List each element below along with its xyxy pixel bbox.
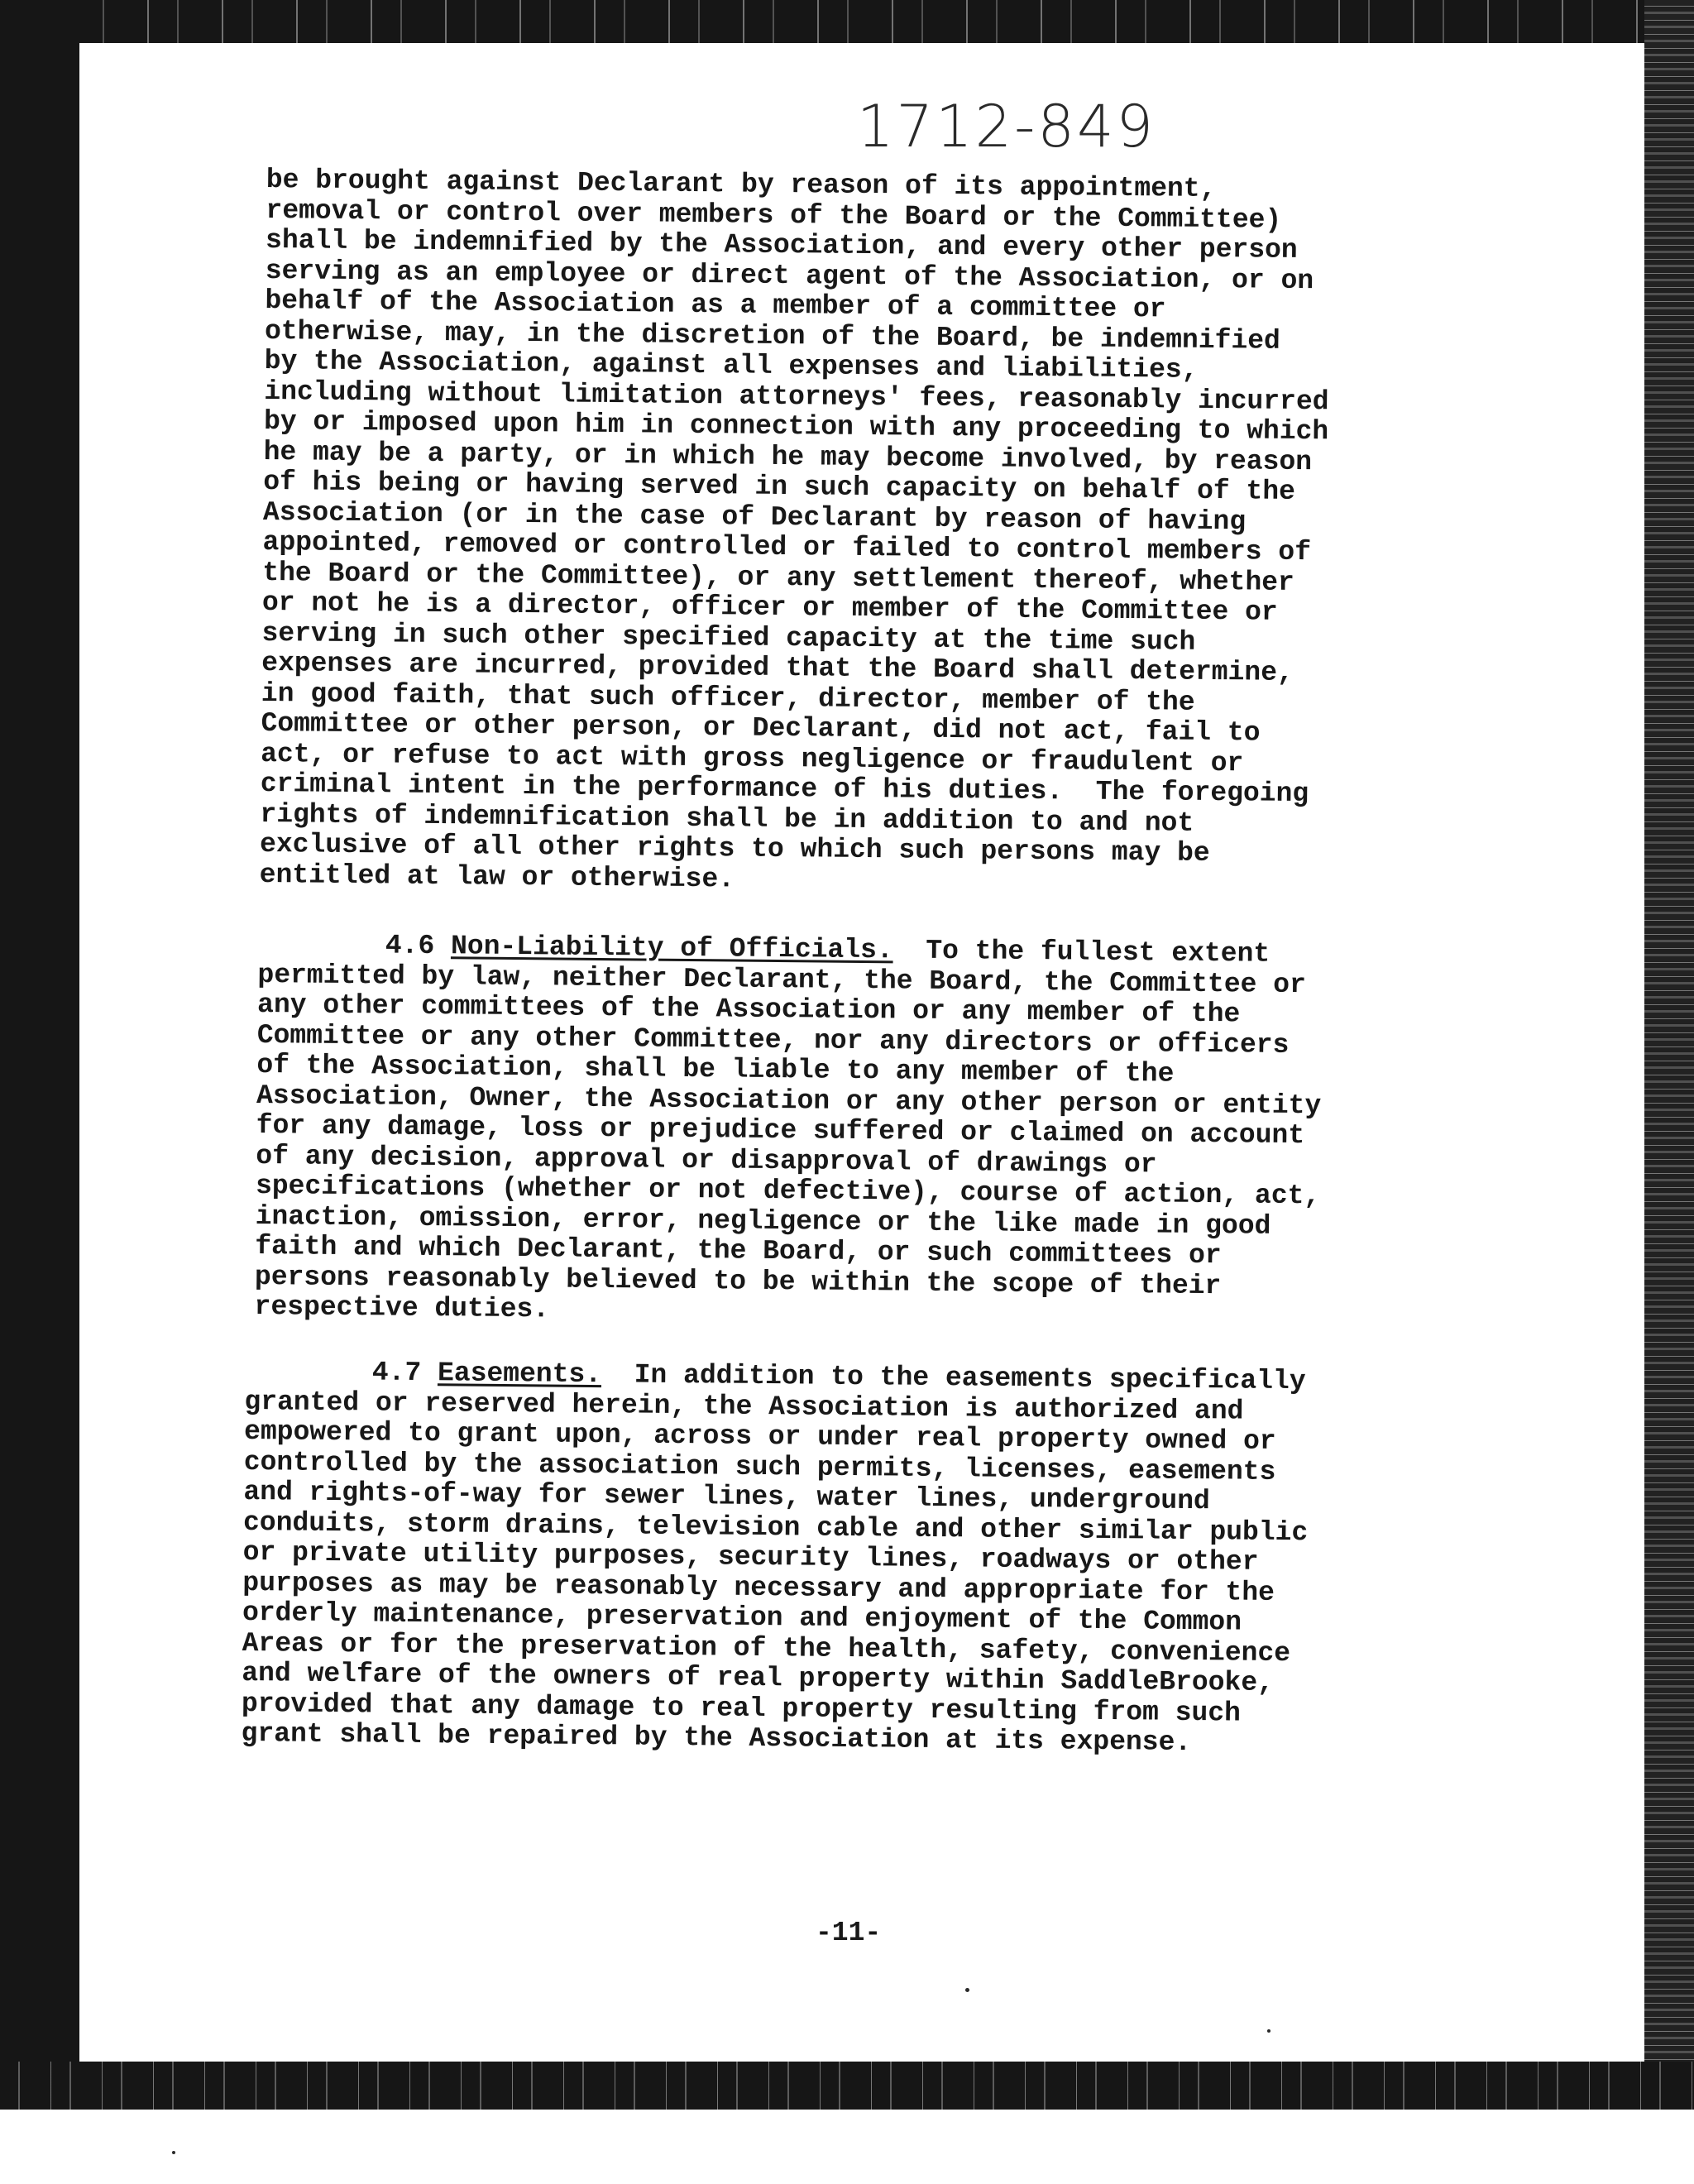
text-line: Committee or any other Committee, nor any directors or officers [256,1019,1290,1061]
text-line: the Board or the Committee), or any settlement thereof, whether [262,557,1295,598]
text-line: of his being or having served in such capacity on behalf of the [263,466,1296,507]
text-line: including without limitation attorneys' fees, reasonably incurred [264,376,1329,417]
text-line: expenses are incurred, provided that the Board shall determine, [261,647,1294,688]
text-line: act, or refuse to act with gross negligence or fraudulent or [260,738,1244,778]
text-line: in good faith, that such officer, director, member of the [261,678,1195,718]
section-heading: Non-Liability of Officials. [450,931,893,966]
text-line: provided that any damage to real property resulting from such [241,1688,1242,1729]
text-line: persons reasonably believed to be within the scope of their [254,1261,1222,1301]
text-line: serving as an employee or direct agent of the Association, or on [265,255,1314,296]
text-line: be brought against Declarant by reason of its appointment, [266,165,1217,205]
section-number: 4.7 [371,1357,422,1389]
text-line: controlled by the association such permits, licenses, easements [243,1446,1276,1487]
text-line: shall be indemnified by the Association, and every other person [265,224,1298,266]
text-line: rights of indemnification shall be in addition to and not [260,798,1194,839]
text-line: inaction, omission, error, negligence or the like made in good [255,1200,1271,1242]
text-line: faith and which Declarant, the Board, or such committees or [255,1230,1222,1272]
text-line: exclusive of all other rights to which such persons may be [259,828,1210,869]
text-line: criminal intent in the performance of his duties. The foregoing [260,768,1309,810]
scan-speck [965,1988,969,1992]
section-4-7 [241,1357,1309,1760]
text-line: of the Association, shall be liable to any member of the [256,1049,1175,1090]
scan-border-left [0,0,79,2110]
scan-border-right-noise [1644,0,1694,2110]
text-line: of any decision, approval or disapproval of drawings or [256,1140,1157,1180]
text-line: for any damage, loss or prejudice suffered or claimed on account [256,1109,1305,1152]
scan-speck [1267,2029,1270,2033]
text-line: by or imposed upon him in connection with any proceeding to which [263,405,1329,448]
text-line: removal or control over members of the Board or the Committee) [266,194,1282,236]
text-line: he may be a party, or in which he may become involved, by reason [263,436,1313,477]
text-line: In addition to the easements specifically [634,1359,1306,1397]
text-line: serving in such other specified capacity at the time such [261,617,1196,658]
text-line: and welfare of the owners of real property within SaddleBrooke, [242,1657,1275,1698]
page-number: -11- [816,1918,882,1948]
text-line: granted or reserved herein, the Association is authorized and [244,1386,1244,1427]
text-line: Association, Owner, the Association or any other person or entity [256,1080,1322,1121]
text-line: Association (or in the case of Declarant by reason of having [262,496,1247,537]
text-line: permitted by law, neither Declarant, the Board, the Committee or [257,959,1307,1000]
text-line: or not he is a director, officer or member of the Committee or [261,587,1278,628]
text-line: and rights-of-way for sewer lines, water lines, underground [243,1476,1210,1517]
text-line: respective duties. [254,1291,550,1325]
text-line: Areas or for the preservation of the health, safety, convenience [242,1627,1291,1669]
text-line: any other committees of the Association or any member of the [256,989,1241,1030]
text-line: otherwise, may, in the discretion of the Board, be indemnified [264,315,1281,357]
text-line: by the Association, against all expenses and liabilities, [264,345,1199,386]
text-line: conduits, storm drains, television cable and other similar public [242,1506,1309,1548]
scan-border-top-noise [0,0,1694,43]
text-line: appointed, removed or controlled or failed to control members of [262,526,1312,568]
text-line: To the fullest extent [926,935,1270,970]
text-line: specifications (whether or not defective), course of action, act, [255,1170,1321,1212]
text-line: empowered to grant upon, across or under real property owned or [243,1415,1276,1457]
text-line: behalf of the Association as a member of a committee or [265,285,1166,325]
section-heading: Easements. [437,1358,602,1391]
section-number: 4.6 [385,930,435,962]
text-line: or private utility purposes, security lines, roadways or other [242,1536,1259,1578]
scan-border-bottom-noise [0,2062,1694,2110]
scan-speck [172,2151,175,2154]
section-4-6 [254,930,1323,1333]
recording-number: 1712-849 [857,93,1156,160]
text-line: Committee or other person, or Declarant, did not act, fail to [261,707,1261,749]
indemnification-paragraph [260,165,1332,900]
text-line: entitled at law or otherwise. [259,859,735,894]
text-line: orderly maintenance, preservation and enjoyment of the Common [242,1597,1242,1638]
text-line: grant shall be repaired by the Association at its expense. [241,1717,1192,1759]
text-line: purposes as may be reasonably necessary and appropriate for the [242,1567,1275,1608]
